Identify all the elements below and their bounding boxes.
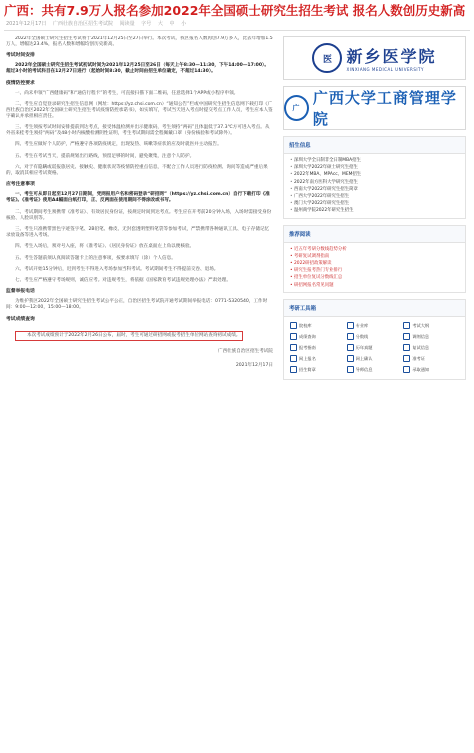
hot-item[interactable]: • 招生单位复试分数线汇总 — [290, 274, 459, 281]
signature-org: 广西壮族自治区招生考试院 — [217, 348, 273, 354]
hot-item[interactable]: • 2022研招政策解读 — [290, 260, 459, 267]
tool-link[interactable]: 考试大纲 — [403, 321, 459, 331]
section-heading-report: 监督举报电话 — [6, 289, 35, 295]
notes-paragraph-2: 二、考试期间考生须携带《准考证》、有效居民身份证，按规定时间到达考点。考生应在开考前20分钟入场，入场时需接受身份核验、人脸识别等。 — [6, 209, 272, 221]
ad-subtitle: XINXIANG MEDICAL UNIVERSITY — [346, 67, 424, 72]
section-heading-epidemic: 疫情防控要求 — [6, 80, 35, 86]
news-item[interactable]: • 深圳大学全日制非全日制MBA招生 — [290, 157, 459, 164]
meta-source[interactable]: 广西壮族自治区招生考试院 — [53, 21, 114, 27]
tool-link[interactable]: 准考证 — [403, 354, 459, 364]
meta-views: 阅读量 — [119, 21, 135, 27]
university-seal-icon: 医 — [312, 43, 342, 73]
news-item[interactable]: • 广西大学2022年研究生招生 — [290, 193, 459, 200]
tool-link[interactable]: 录取通知 — [403, 365, 459, 375]
article-body — [6, 36, 273, 753]
news-item[interactable]: • 温州商学院2022年研究生招生 — [290, 207, 459, 214]
hot-item[interactable]: • 研究生报考热门专业排行 — [290, 267, 459, 274]
article-title: 广西：共有7.9万人报名参加2022年全国硕士研究生招生考试 报名人数创历史新高 — [4, 3, 466, 18]
report-paragraph: 为维护我区2022年全国硕士研究生招生考试公平公正，自治区招生考试院开通考试期间举报电话：0771-5320540，工作时间：9:00—12:00，15:00—18:00。 — [6, 299, 268, 311]
news-item[interactable]: • 2022年MBA、MPAcc、MEM招生 — [290, 171, 459, 178]
epidemic-paragraph-3: 三、考生须按考试时间安排提前到达考点，接受体温检测并出示健康码，考生须持“两码”且体温低于37.3℃方可进入考点。从外省来桂考生须持“两码”及48小时内核酸检测阴性证明，考生考试期间需全程佩戴口罩（身份核验和考试除外）。 — [6, 125, 270, 137]
news-item[interactable]: • 2022年南方医科大学研究生招生 — [290, 179, 459, 186]
notes-paragraph-1: 一、考生可从即日起至12月27日期间，凭网报用户名和密码登录“研招网”（https://yz.chsi.com.cn）自行下载打印《准考证》。《准考证》使用A4幅面白纸打印，正、反两面在使用期间不得涂改或书写。 — [6, 192, 270, 204]
tool-link[interactable]: 网上确认 — [347, 354, 403, 364]
section-heading-score: 考试成绩查询 — [6, 316, 35, 322]
font-large-button[interactable]: 大 — [157, 21, 163, 27]
tool-link[interactable]: 复试信息 — [403, 343, 459, 353]
epidemic-paragraph-5: 五、考生在考试当天，提前规划出行路线，预留足够的时间，避免聚集，注意个人防护。 — [15, 153, 195, 159]
gxu-seal-icon: 广 — [284, 95, 309, 121]
tools-box — [283, 299, 466, 380]
news-item[interactable]: • 西南大学2022年研究生招生简章 — [290, 186, 459, 193]
epidemic-paragraph-1: 一、尚未申领“广西健康码”和“通信行程卡”的考生，可直接扫描下面二维码，任意选择1个APP或小程序申领。 — [15, 90, 239, 96]
news-box-title: 招生信息 — [284, 137, 465, 154]
ad-title: 新乡医学院 — [346, 47, 437, 66]
gxu-business-ad[interactable] — [283, 86, 466, 130]
hot-item[interactable]: • 研招网报名常见问题 — [290, 282, 459, 289]
section-heading-notes: 应考注意事项 — [6, 182, 35, 188]
tool-link[interactable]: 专业库 — [347, 321, 403, 331]
notes-paragraph-3: 三、考生只准携带黑色字迹签字笔、2B铅笔、橡皮、无封套透明塑料笔袋等参加考试，严禁携带各种通讯工具、电子存储记忆录放设备等进入考场。 — [6, 226, 270, 238]
meta-fontsize-label: 字号 — [141, 21, 152, 27]
title-divider — [4, 30, 470, 31]
hot-item[interactable]: • 考研复试调剂指南 — [290, 253, 459, 260]
intro-paragraph: 2022年全国硕士研究生招生考试将于2021年12月25日至27日举行。本次考试，我区报名人数再创7.9万多人，比去年增加1.5万人，增幅达23.4%，报名人数和增幅均创历史新高。 — [6, 36, 273, 47]
schedule-paragraph: 2022年全国硕士研究生招生考试初试时间为2021年12月25日至26日（每天上午8:30—11:30，下午14:00—17:00）。超过3小时的考试科目在12月27日进行（起始时间8:30，截止时间由招生单位确定，不超过14:30）。 — [6, 63, 269, 75]
tool-link[interactable]: 招生简章 — [290, 365, 346, 375]
meta-date: 2021年12月17日 — [6, 21, 47, 27]
epidemic-paragraph-2: 二、考生应自觉登录研究生招生信息网（网址：https://yz.chsi.com.cn）“通知公告”栏或中国研究生招生信息网下载打印《广西壮族自治区2022年全国硕士研究生招生考试疫情防控承诺书》，如实填写，考试当天进入考点时提交考点工作人员，考生应本人签字确认并承担相应责任。 — [6, 101, 273, 119]
hot-box-title: 推荐阅读 — [284, 226, 465, 243]
notes-paragraph-5: 五、考生答题前须认真阅读答题卡上的注意事项，按要求填写（涂）个人信息。 — [15, 255, 176, 261]
epidemic-paragraph-6: 六、对于有隐瞒或谎报旅居史、接触史、健康状况等疫情防控重点信息，不配合工作人员进行防疫检测、询问等造成严重后果的，取消其相应考试资格。 — [6, 165, 268, 177]
sidebar — [283, 36, 466, 386]
news-item[interactable]: • 深圳大学2022年硕士研究生招生 — [290, 164, 459, 171]
ad-title: 广西大学工商管理学院 — [312, 89, 457, 128]
epidemic-paragraph-4: 四、考生应做好个人防护，严格遵守各项防疫规定，出现发热、咳嗽等症状的应及时就医并主动报告。 — [15, 142, 222, 148]
xinxiang-medical-ad[interactable] — [283, 36, 466, 80]
tool-link[interactable]: 调剂信息 — [403, 332, 459, 342]
signature-date: 2021年12月17日 — [235, 362, 273, 368]
tool-link[interactable]: 导师信息 — [347, 365, 403, 375]
font-medium-button[interactable]: 中 — [169, 21, 175, 27]
font-small-button[interactable]: 小 — [181, 21, 187, 27]
article-meta — [6, 20, 276, 27]
hot-item[interactable]: • 近五年考研分数线趋势分析 — [290, 246, 459, 253]
news-item[interactable]: • 澳门大学2022年研究生招生 — [290, 200, 459, 207]
section-heading-schedule: 考试时间安排 — [6, 53, 35, 59]
tools-box-title: 考研工具箱 — [284, 300, 465, 317]
notes-paragraph-4: 四、考生入场后，须对号入座，将《准考证》、《居民身份证》放在桌面左上角以便核验。 — [15, 244, 195, 250]
tool-link[interactable]: 历年真题 — [347, 343, 403, 353]
notes-paragraph-6: 六、考试开始15分钟后，迟到考生不得进入考场参加当科考试。考试期间考生不得提前交卷、退场。 — [15, 266, 219, 272]
tool-link[interactable]: 分数线 — [347, 332, 403, 342]
tool-link[interactable]: 院校库 — [290, 321, 346, 331]
notes-paragraph-7: 七、考生应严格遵守考场规则，诚信应考。对违规考生，将依据《国家教育考试违规处理办法》严肃处理。 — [15, 278, 231, 284]
tool-link[interactable]: 成绩查询 — [290, 332, 346, 342]
news-box — [283, 136, 466, 219]
hot-box — [283, 225, 466, 293]
tool-link[interactable]: 网上报名 — [290, 354, 346, 364]
tool-link[interactable]: 报考指南 — [290, 343, 346, 353]
score-notice-highlight: 本次考试成绩预计于2022年2月26日公布，届时，考生可通过研招网或报考招生单位网站查询初试成绩。 — [15, 331, 243, 341]
